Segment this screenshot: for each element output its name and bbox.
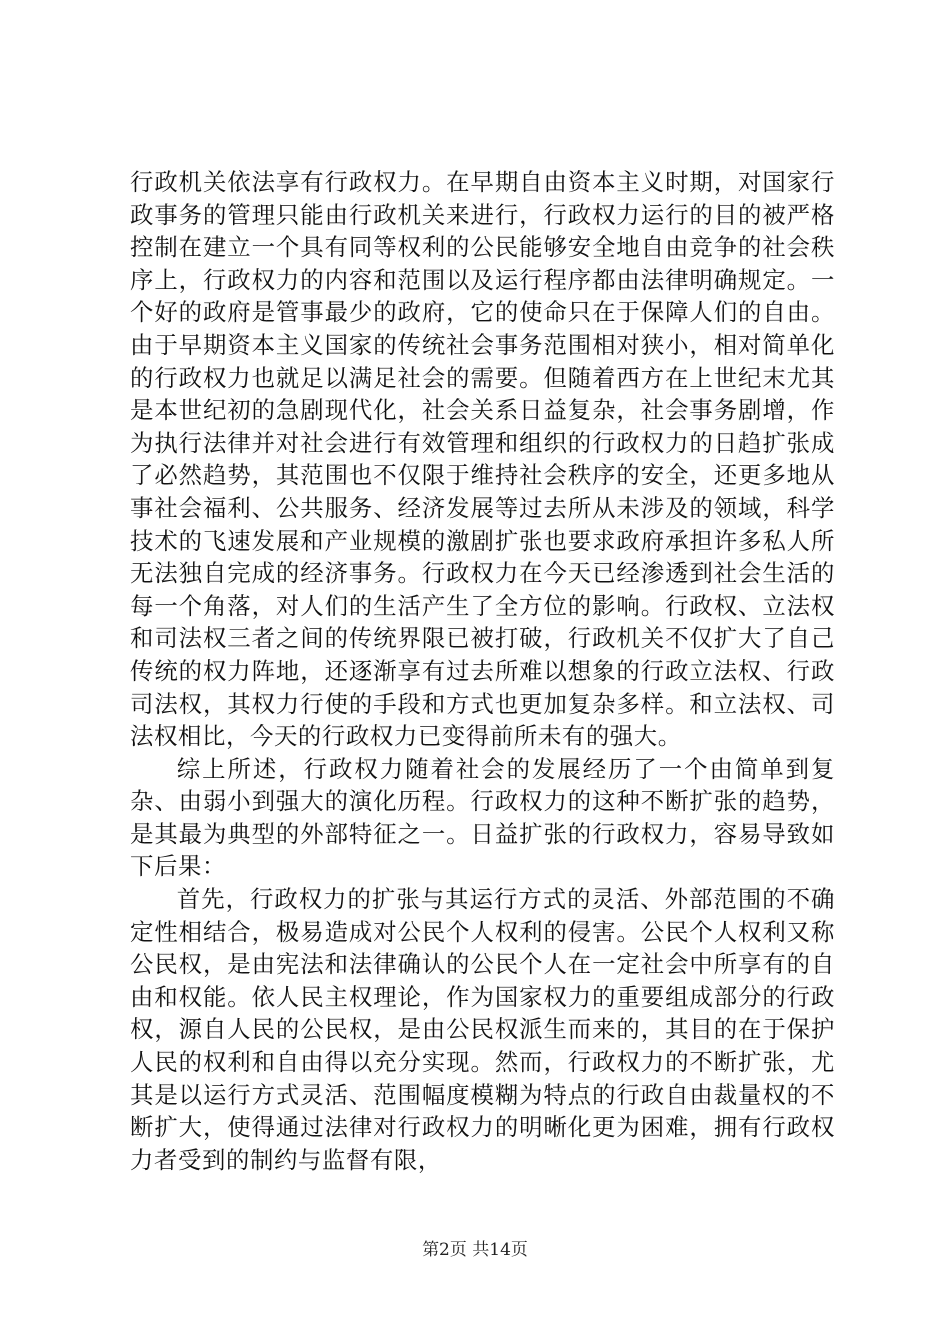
- body-text: [130, 166, 835, 1176]
- paragraph-continued: 行政机关依法享有行政权力。在早期自由资本主义时期，对国家行政事务的管理只能由行政机关来进行，行政权力运行的目的被严格控制在建立一个具有同等权利的公民能够安全地自由竞争的社会秩序上，行政权力的内容和范围以及运行程序都由法律明确规定。一个好的政府是管事最少的政府，它的使命只在于保障人们的自由。由于早期资本主义国家的传统社会事务范围相对狭小，相对简单化的行政权力也就足以满足社会的需要。但随着西方在上世纪末尤其是本世纪初的急剧现代化，社会关系日益复杂，社会事务剧增，作为执行法律并对社会进行有效管理和组织的行政权力的日趋扩张成了必然趋势，其范围也不仅限于维持社会秩序的安全，还更多地从事社会福利、公共服务、经济发展等过去所从未涉及的领域，科学技术的飞速发展和产业规模的激剧扩张也要求政府承担许多私人所无法独自完成的经济事务。行政权力在今天已经渗透到社会生活的每一个角落，对人们的生活产生了全方位的影响。行政权、立法权和司法权三者之间的传统界限已被打破，行政机关不仅扩大了自己传统的权力阵地，还逐渐享有过去所难以想象的行政立法权、行政司法权，其权力行使的手段和方式也更加复杂多样。和立法权、司法权相比，今天的行政权力已变得前所未有的强大。: [130, 168, 835, 751]
- paragraph-summary: 综上所述，行政权力随着社会的发展经历了一个由简单到复杂、由弱小到强大的演化历程。行政权力的这种不断扩张的趋势，是其最为典型的外部特征之一。日益扩张的行政权力，容易导致如下后果：: [130, 754, 835, 881]
- paragraph-first-consequence: 首先，行政权力的扩张与其运行方式的灵活、外部范围的不确定性相结合，极易造成对公民个人权利的侵害。公民个人权利又称公民权，是由宪法和法律确认的公民个人在一定社会中所享有的自由和权能。依人民主权理论，作为国家权力的重要组成部分的行政权，源自人民的公民权，是由公民权派生而来的，其目的在于保护人民的权利和自由得以充分实现。然而，行政权力的不断扩张，尤其是以运行方式灵活、范围幅度模糊为特点的行政自由裁量权的不断扩大，使得通过法律对行政权力的明晰化更为困难，拥有行政权力者受到的制约与监督有限，: [130, 885, 835, 1174]
- page-number-footer: 第2页 共14页: [422, 1240, 528, 1260]
